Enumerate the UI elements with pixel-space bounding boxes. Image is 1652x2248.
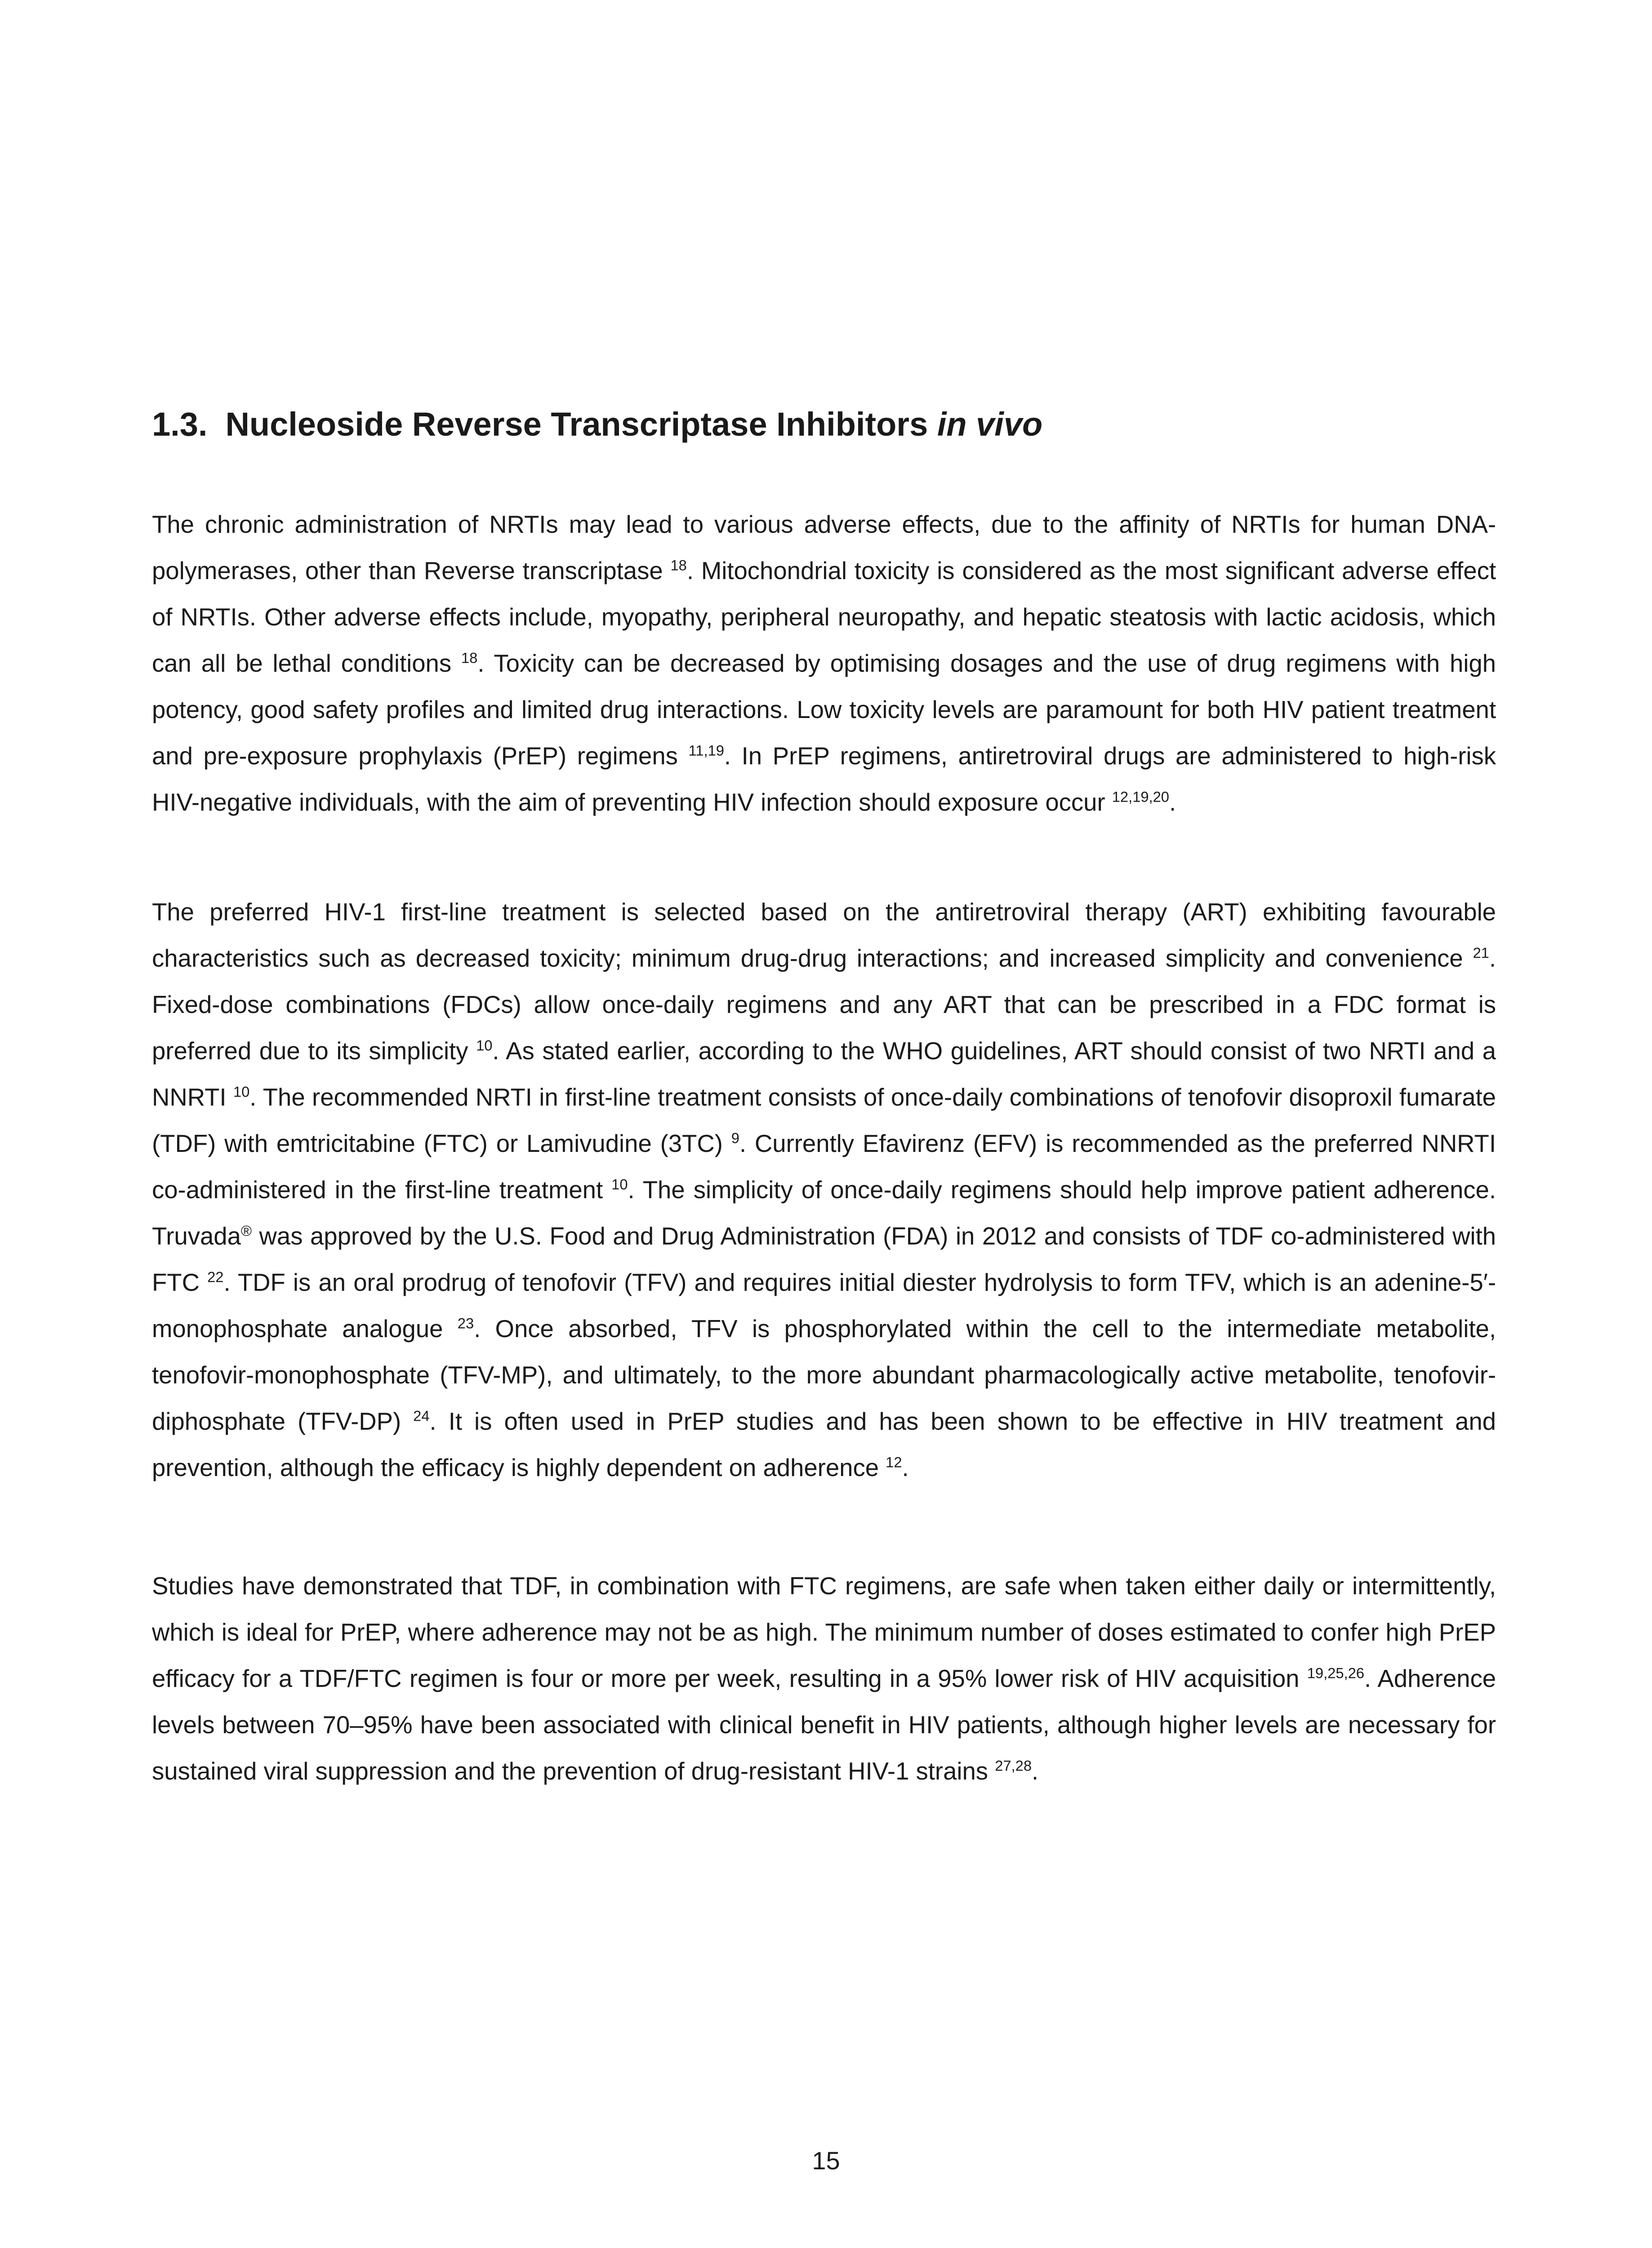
citation-superscript: 18 — [461, 649, 478, 666]
citation-superscript: 10 — [233, 1083, 250, 1100]
citation-superscript: 24 — [413, 1407, 430, 1424]
paragraph-text: was approved by the U.S. Food and Drug Administration (FDA) in 2012 and consists of TDF co-administered with FTC — [152, 1222, 1496, 1296]
paragraph-text: . Mitochondrial toxicity is considered as the most significant adverse effect of NRTIs. Other adverse effects include, myopathy, peripheral neuropathy, and hepatic steatosis with lactic acidosis, which can all be lethal conditions — [152, 557, 1496, 677]
citation-superscript: 22 — [207, 1268, 224, 1285]
citation-superscript: ® — [240, 1222, 252, 1239]
citation-superscript: 9 — [731, 1129, 739, 1146]
paragraph — [152, 1563, 1496, 1794]
citation-superscript: 12 — [886, 1454, 902, 1471]
paragraph-text: . The recommended NRTI in first-line treatment consists of once-daily combinations of tenofovir disoproxil fumarate (TDF) with emtricitabine (FTC) or Lamivudine (3TC) — [152, 1084, 1496, 1157]
citation-superscript: 10 — [476, 1037, 493, 1054]
paragraph-text: . The simplicity of once-daily regimens should help improve patient adherence. Truvada — [152, 1176, 1496, 1250]
paragraph-text: . Fixed-dose combinations (FDCs) allow once-daily regimens and any ART that can be prescribed in a FDC format is preferred due to its simplicity — [152, 945, 1496, 1065]
paragraph-text: . Adherence levels between 70–95% have been associated with clinical benefit in HIV patients, although higher levels are necessary for sustained viral suppression and the prevention of drug-resistant HIV-1 strains — [152, 1665, 1496, 1785]
paragraph-text: . Toxicity can be decreased by optimising dosages and the use of drug regimens with high potency, good safety profiles and limited drug interactions. Low toxicity levels are paramount for both HIV patient treatment and pre-exposure prophylaxis (PrEP) regimens — [152, 650, 1496, 770]
paragraph-text: The preferred HIV-1 first-line treatment is selected based on the antiretroviral therapy (ART) exhibiting favourable characteristics such as decreased toxicity; minimum drug-drug interactions; and increased simplicity and convenience — [152, 898, 1496, 972]
paragraph-text: The chronic administration of NRTIs may lead to various adverse effects, due to the affinity of NRTIs for human DNA-polymerases, other than Reverse transcriptase — [152, 511, 1496, 584]
section-title: Nucleoside Reverse Transcriptase Inhibitors — [225, 406, 928, 443]
citation-superscript: 18 — [670, 557, 687, 574]
section-heading — [152, 405, 1042, 445]
citation-superscript: 23 — [457, 1315, 474, 1332]
paragraph-text: Studies have demonstrated that TDF, in combination with FTC regimens, are safe when taken either daily or intermittently, which is ideal for PrEP, where adherence may not be as high. The minimum number of doses estimated to confer high PrEP efficacy for a TDF/FTC regimen is four or more per week, resulting in a 95% lower risk of HIV acquisition — [152, 1572, 1496, 1692]
paragraph-text: . — [1032, 1757, 1039, 1785]
paragraph — [152, 889, 1496, 1491]
citation-superscript: 11,19 — [688, 742, 724, 759]
paragraph-text: . Once absorbed, TFV is phosphorylated within the cell to the intermediate metabolite, tenofovir-monophosphate (TFV-MP), and ultimately, to the more abundant pharmacologically active metabolite, tenofovir-diphosphate (TFV-DP) — [152, 1315, 1496, 1435]
paragraph-text: . — [902, 1454, 909, 1481]
citation-superscript: 10 — [611, 1176, 628, 1193]
paragraph-text: . It is often used in PrEP studies and has been shown to be effective in HIV treatment and prevention, although the efficacy is highly dependent on adherence — [152, 1408, 1496, 1481]
citation-superscript: 19,25,26 — [1307, 1664, 1364, 1682]
section-number: 1.3. — [152, 406, 208, 443]
citation-superscript: 21 — [1473, 944, 1489, 961]
paragraph-text: . — [1169, 789, 1176, 816]
section-title-italic: in vivo — [937, 406, 1043, 443]
paragraph-text: . In PrEP regimens, antiretroviral drugs are administered to high-risk HIV-negative individuals, with the aim of preventing HIV infection should exposure occur — [152, 742, 1496, 816]
paragraph-text: . As stated earlier, according to the WHO guidelines, ART should consist of two NRTI and a NNRTI — [152, 1037, 1496, 1111]
citation-superscript: 27,28 — [995, 1757, 1032, 1774]
citation-superscript: 12,19,20 — [1112, 788, 1169, 805]
paragraph — [152, 501, 1496, 825]
page-number: 15 — [812, 2146, 840, 2175]
paragraph-text: . TDF is an oral prodrug of tenofovir (TFV) and requires initial diester hydrolysis to form TFV, which is an adenine-5′-monophosphate analogue — [152, 1269, 1496, 1343]
paragraph-text: . Currently Efavirenz (EFV) is recommended as the preferred NNRTI co-administered in the first-line treatment — [152, 1130, 1496, 1204]
